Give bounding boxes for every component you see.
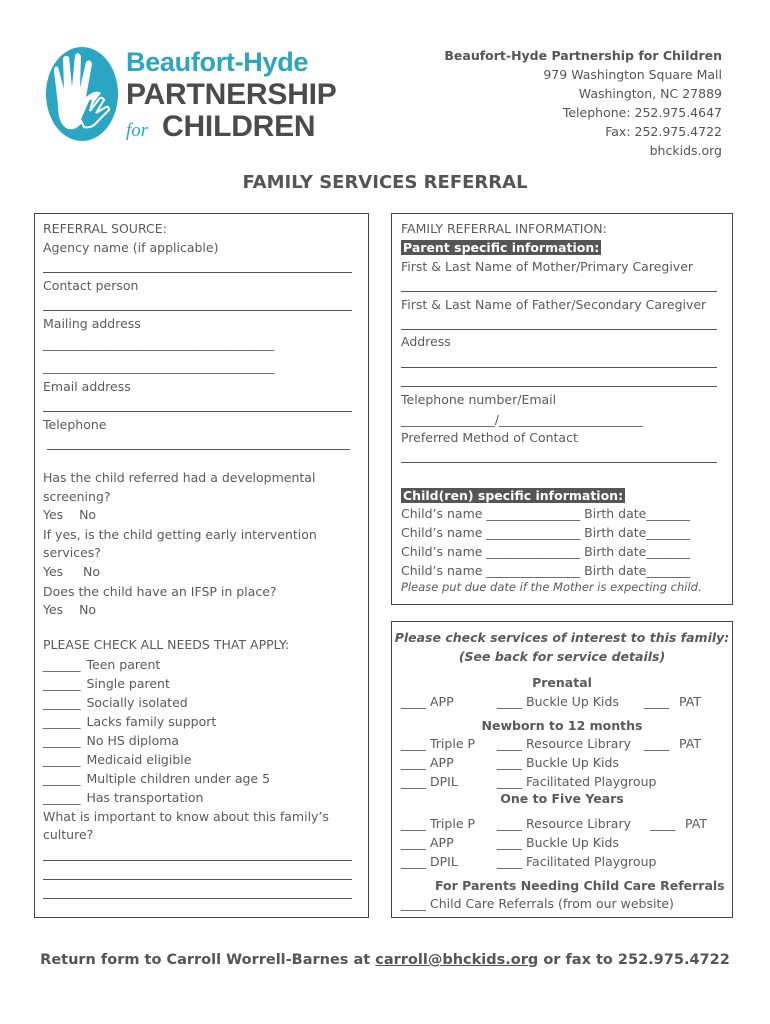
needs-label: No HS diploma [86, 733, 180, 748]
service-label: DPIL [430, 774, 458, 789]
organization-name: Beaufort-Hyde Partnership for Children [444, 48, 722, 63]
needs-blank: ______ [43, 657, 81, 672]
mailing-field-1[interactable]: _____________________________________ [43, 336, 275, 351]
organization-city: Washington, NC 27889 [578, 86, 722, 101]
needs-label: Socially isolated [86, 695, 188, 710]
agency-label: Agency name (if applicable) [43, 240, 219, 255]
culture-field-1[interactable] [43, 860, 352, 861]
service-label: PAT [685, 816, 707, 831]
needs-list [43, 655, 270, 807]
culture-field-3[interactable] [43, 898, 352, 899]
service-blank: ____ [497, 736, 522, 751]
contact-label: Contact person [43, 278, 139, 293]
return-suffix: or fax to 252.975.4722 [538, 952, 730, 968]
needs-label: Medicaid eligible [86, 752, 192, 767]
child-name-label: Child’s name _______________ [401, 563, 581, 578]
needs-item[interactable] [43, 712, 270, 731]
needs-blank: ______ [43, 771, 81, 786]
needs-label: Teen parent [86, 657, 161, 672]
child-name-label: Child’s name _______________ [401, 525, 581, 540]
service-label: Resource Library [526, 816, 632, 831]
service-blank: ____ [401, 816, 426, 831]
service-one-to-five-pat[interactable] [650, 814, 707, 833]
service-blank: ____ [497, 854, 522, 869]
culture-question-a: What is important to know about this family’s [43, 809, 329, 824]
service-blank: ____ [650, 816, 675, 831]
child-name-label: Child’s name _______________ [401, 544, 581, 559]
one-to-five-heading: One to Five Years [500, 791, 624, 806]
phone-email-field[interactable]: _______________/_______________________ [401, 412, 643, 427]
contact-field[interactable] [43, 310, 352, 311]
service-blank: ____ [497, 755, 522, 770]
needs-blank: ______ [43, 752, 81, 767]
service-item[interactable] [401, 753, 475, 772]
address-field-1[interactable] [401, 367, 717, 368]
newborn-col1 [401, 734, 475, 791]
birth-date-label: Birth date_______ [584, 544, 691, 559]
mailing-label: Mailing address [43, 316, 141, 331]
child-care-heading: For Parents Needing Child Care Referrals [435, 878, 725, 893]
service-blank: ____ [401, 854, 426, 869]
culture-field-2[interactable] [43, 879, 352, 880]
birth-date-label: Birth date_______ [584, 563, 691, 578]
needs-blank: ______ [43, 790, 81, 805]
family-info-heading: FAMILY REFERRAL INFORMATION: [401, 221, 607, 236]
address-field-2[interactable] [401, 386, 717, 387]
needs-heading: PLEASE CHECK ALL NEEDS THAT APPLY: [43, 637, 290, 652]
service-label: Triple P [430, 816, 476, 831]
birth-date-label: Birth date_______ [584, 506, 691, 521]
service-label: Triple P [430, 736, 476, 751]
screening-question-1b: screening? [43, 489, 111, 504]
service-item[interactable] [401, 734, 475, 753]
child-row[interactable] [401, 523, 690, 542]
mother-label: First & Last Name of Mother/Primary Caregiver [401, 259, 694, 274]
service-blank: ____ [401, 774, 426, 789]
father-field[interactable] [401, 329, 717, 330]
organization-address [444, 46, 722, 160]
service-item[interactable] [497, 833, 656, 852]
logo-line-partnership: PARTNERSHIP [126, 78, 337, 111]
service-blank: ____ [644, 736, 669, 751]
service-label: Buckle Up Kids [526, 694, 619, 709]
needs-item[interactable] [43, 788, 270, 807]
service-blank: ____ [497, 774, 522, 789]
service-newborn-pat[interactable] [644, 734, 701, 753]
screening-answer-2[interactable]: Yes No [43, 564, 101, 579]
services-intro: Please check services of interest to this family: [394, 630, 730, 645]
needs-label: Lacks family support [86, 714, 217, 729]
service-label: PAT [679, 736, 701, 751]
logo-line-beaufort-hyde: Beaufort-Hyde [126, 47, 309, 77]
service-label: PAT [679, 694, 701, 709]
service-prenatal-app[interactable] [401, 692, 454, 711]
logo-line-children: CHILDREN [162, 110, 316, 143]
mother-field[interactable] [401, 291, 717, 292]
address-label: Address [401, 334, 451, 349]
service-item[interactable] [497, 734, 656, 753]
needs-label: Has transportation [86, 790, 204, 805]
service-label: Facilitated Playgroup [526, 774, 657, 789]
children-info-heading: Child(ren) specific information: [403, 488, 624, 503]
service-blank: ____ [644, 694, 669, 709]
needs-label: Single parent [86, 676, 170, 691]
service-child-care-referrals[interactable] [401, 894, 674, 913]
father-label: First & Last Name of Father/Secondary Caregiver [401, 297, 707, 312]
service-label: APP [430, 694, 454, 709]
needs-blank: ______ [43, 733, 81, 748]
child-row[interactable] [401, 504, 690, 523]
screening-question-2a: If yes, is the child getting early intervention [43, 527, 317, 542]
service-item[interactable] [497, 753, 656, 772]
service-blank: ____ [401, 736, 426, 751]
service-blank: ____ [401, 694, 426, 709]
service-item[interactable] [401, 852, 475, 871]
contact-email-link[interactable]: carroll@bhckids.org [375, 952, 539, 968]
service-label: Resource Library [526, 736, 632, 751]
screening-answer-3[interactable]: Yes No [43, 602, 97, 617]
service-item[interactable] [497, 852, 656, 871]
referral-source-heading: REFERRAL SOURCE: [43, 221, 167, 236]
service-prenatal-pat[interactable] [644, 692, 701, 711]
service-blank: ____ [401, 755, 426, 770]
children-list [401, 504, 690, 580]
service-blank: ____ [401, 835, 426, 850]
organization-website: bhckids.org [649, 143, 722, 158]
service-prenatal-buckle-up[interactable] [497, 692, 619, 711]
hands-logo-icon [44, 45, 124, 145]
needs-item[interactable] [43, 750, 270, 769]
needs-item[interactable] [43, 731, 270, 750]
service-label: Buckle Up Kids [526, 755, 619, 770]
services-intro-note: (See back for service details) [458, 649, 666, 664]
logo-line-for: for [126, 120, 149, 141]
organization-street: 979 Washington Square Mall [543, 67, 722, 82]
service-label: DPIL [430, 854, 458, 869]
telephone-label: Telephone [43, 417, 107, 432]
service-label: Facilitated Playgroup [526, 854, 657, 869]
needs-blank: ______ [43, 676, 81, 691]
culture-question-b: culture? [43, 827, 94, 842]
screening-answer-1[interactable]: Yes No [43, 507, 97, 522]
one-to-five-col1 [401, 814, 475, 871]
service-item[interactable] [401, 833, 475, 852]
one-to-five-col2 [497, 814, 656, 871]
service-blank: ____ [401, 896, 426, 911]
needs-item[interactable] [43, 674, 270, 693]
service-blank: ____ [497, 694, 522, 709]
screening-question-3: Does the child have an IFSP in place? [43, 584, 277, 599]
needs-blank: ______ [43, 695, 81, 710]
service-blank: ____ [497, 835, 522, 850]
prenatal-heading: Prenatal [532, 675, 592, 690]
newborn-heading: Newborn to 12 months [481, 718, 643, 733]
phone-email-label: Telephone number/Email [401, 392, 557, 407]
telephone-field[interactable] [47, 449, 350, 450]
organization-telephone: Telephone: 252.975.4647 [562, 105, 722, 120]
return-prefix: Return form to Carroll Worrell-Barnes at [40, 952, 376, 968]
service-label: APP [430, 755, 454, 770]
due-date-note: Please put due date if the Mother is expecting child. [401, 580, 702, 594]
child-name-label: Child’s name _______________ [401, 506, 581, 521]
needs-item[interactable] [43, 655, 270, 674]
service-label: APP [430, 835, 454, 850]
parent-info-heading: Parent specific information: [403, 240, 600, 255]
service-item[interactable] [497, 814, 656, 833]
preferred-contact-label: Preferred Method of Contact [401, 430, 578, 445]
partnership-logo [44, 45, 354, 145]
child-row[interactable] [401, 542, 690, 561]
needs-label: Multiple children under age 5 [86, 771, 271, 786]
form-title: FAMILY SERVICES REFERRAL [242, 172, 528, 193]
needs-item[interactable] [43, 693, 270, 712]
birth-date-label: Birth date_______ [584, 525, 691, 540]
return-instructions [0, 952, 770, 968]
needs-blank: ______ [43, 714, 81, 729]
preferred-contact-field[interactable] [401, 462, 717, 463]
needs-item[interactable] [43, 769, 270, 788]
mailing-field-2[interactable]: _____________________________________ [43, 359, 275, 374]
service-blank: ____ [497, 816, 522, 831]
screening-question-1a: Has the child referred had a developmental [43, 470, 316, 485]
agency-field[interactable] [43, 272, 352, 273]
service-label: Child Care Referrals (from our website) [430, 896, 674, 911]
service-item[interactable] [401, 814, 475, 833]
screening-question-2b: services? [43, 545, 101, 560]
service-label: Buckle Up Kids [526, 835, 619, 850]
email-label: Email address [43, 379, 131, 394]
email-field[interactable] [43, 411, 352, 412]
newborn-col2 [497, 734, 656, 791]
organization-fax: Fax: 252.975.4722 [605, 124, 722, 139]
